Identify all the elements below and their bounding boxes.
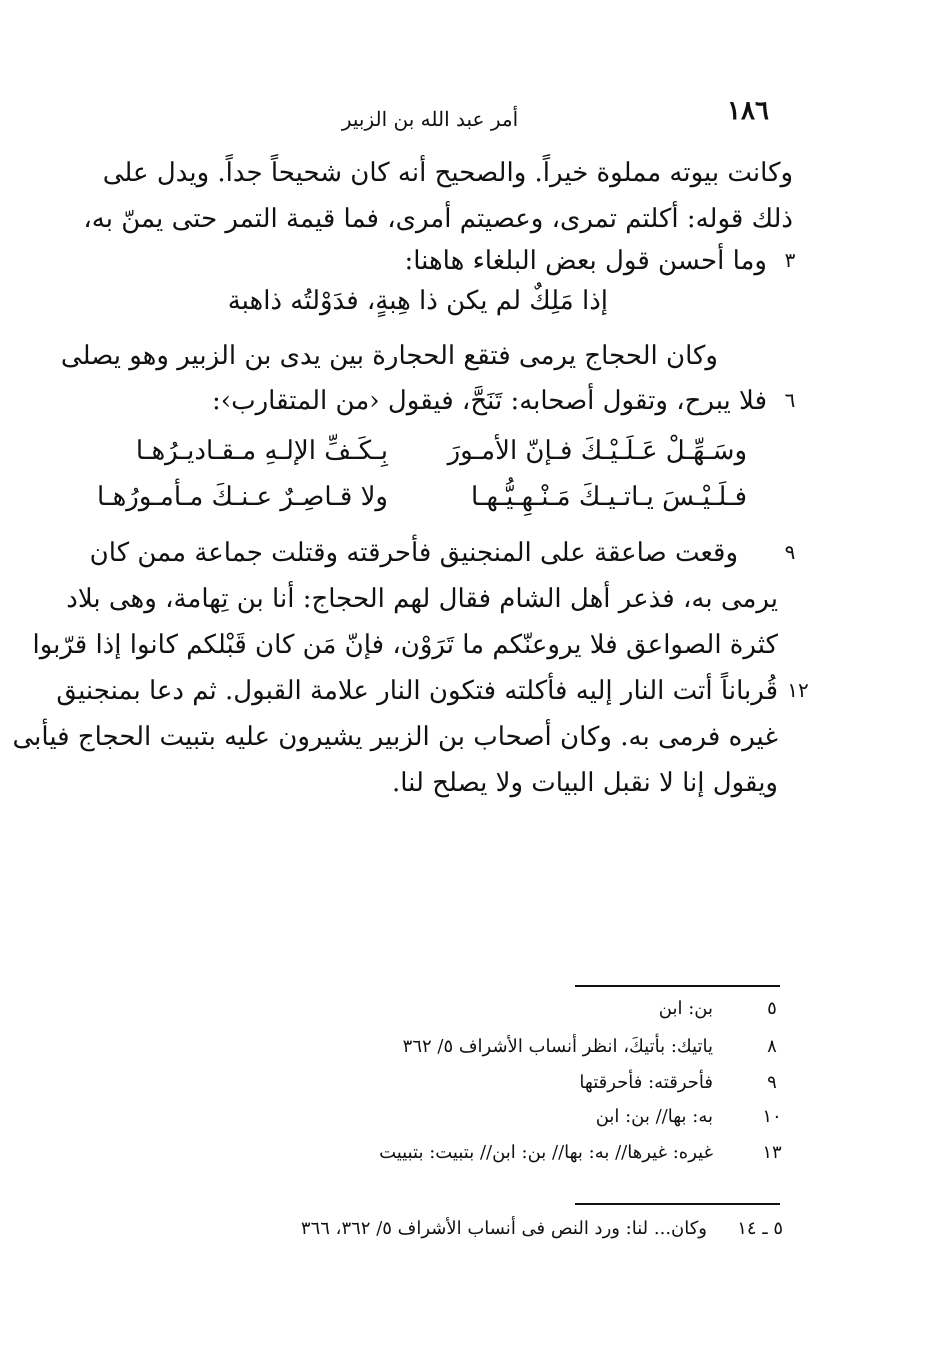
apparatus-note: غيره: غيرها// به: بها// بن: ابن// بتبيت: بتبييت [379,1142,713,1163]
line-number-3: ٣ [784,248,796,272]
source-rule [575,1203,780,1205]
apparatus-note: فأحرقته: فأحرقتها [579,1072,713,1093]
body-line-1: وكانت بيوته مملوة خيراً. والصحيح أنه كان شحيحاً جداً. ويدل على [102,158,793,188]
apparatus-line-number: ٨ [767,1036,777,1057]
apparatus-line-number: ١٣ [762,1142,782,1163]
body-line-8: يرمى به، فذعر أهل الشام فقال لهم الحجاج: أنا بن تِهامة، وهى بلاد [66,584,778,614]
line-number-9: ٩ [784,540,796,564]
apparatus-line-number: ٩ [767,1072,777,1093]
body-line-12: ويقول إنا لا نقبل البيات ولا يصلح لنا. [391,768,778,798]
apparatus-note: بن: ابن [658,998,713,1019]
line-number-12: ١٢ [787,678,809,702]
apparatus-note: ياتيك: بأتيكَ، انظر أنساب الأشراف ٥/ ٣٦٢ [402,1036,713,1057]
body-line-3: وما أحسن قول بعض البلغاء هاهنا: [404,246,767,276]
verse-2-second-hemistich: ولا قـاصِـرٌ عـنـكَ مـأمـورُهـا [97,482,388,512]
apparatus-line-number: ١٠ [762,1106,782,1127]
body-line-6: فلا يبرح، وتقول أصحابه: تَنَحَّ، فيقول ‹من المتقارب›: [211,386,767,416]
apparatus-line-number: ٥ [767,998,777,1019]
body-line-2: ذلك قوله: أكلتم تمرى، وعصيتم أمرى، فما قيمة التمر حتى يمنّ به، [83,204,793,234]
page-number: ١٨٦ [727,96,769,126]
line-number-6: ٦ [784,388,796,412]
prose-quote-line: إذا مَلِكٌ لم يكن ذا هِبةٍ، فدَوْلتُه ذاهبة [227,286,608,316]
apparatus-note: به: بها// بن: ابن [595,1106,713,1127]
running-head: أمر عبد الله بن الزبير [341,107,519,131]
verse-1-second-hemistich: بِـكَـفِّ الإلـهِ مـقـاديـرُهـا [135,436,388,466]
source-note: وكان... لنا: ورد النص فى أنساب الأشراف ٥/ ٣٦٢، ٣٦٦ [300,1218,707,1239]
body-line-5: وكان الحجاج يرمى فتقع الحجارة بين يدى بن الزبير وهو يصلى [60,341,718,371]
body-line-7: وقعت صاعقة على المنجنيق فأحرقته وقتلت جماعة ممن كان [89,538,738,568]
body-line-9: كثرة الصواعق فلا يروعنّكم ما تَرَوْن، فإنّ مَن كان قَبْلكم كانوا إذا قرّبوا [32,630,778,660]
verse-1-first-hemistich: وسَـهِّـلْ عَـلَـيْـكَ فـإنّ الأمـورَ [447,436,747,466]
body-line-10: قُرباناً أتت النار إليه فأكلته فتكون النار علامة القبول. ثم دعا بمنجنيق [56,676,778,706]
source-line-range: ٥ ـ ١٤ [737,1218,783,1239]
apparatus-rule [575,985,780,987]
body-line-11: غيره فرمى به. وكان أصحاب بن الزبير يشيرون عليه بتبيت الحجاج فيأبى [12,722,778,752]
verse-2-first-hemistich: فـلَـيْـسَ يـاتـيـكَ مَـنْـهِـيُّـهـا [470,482,747,512]
